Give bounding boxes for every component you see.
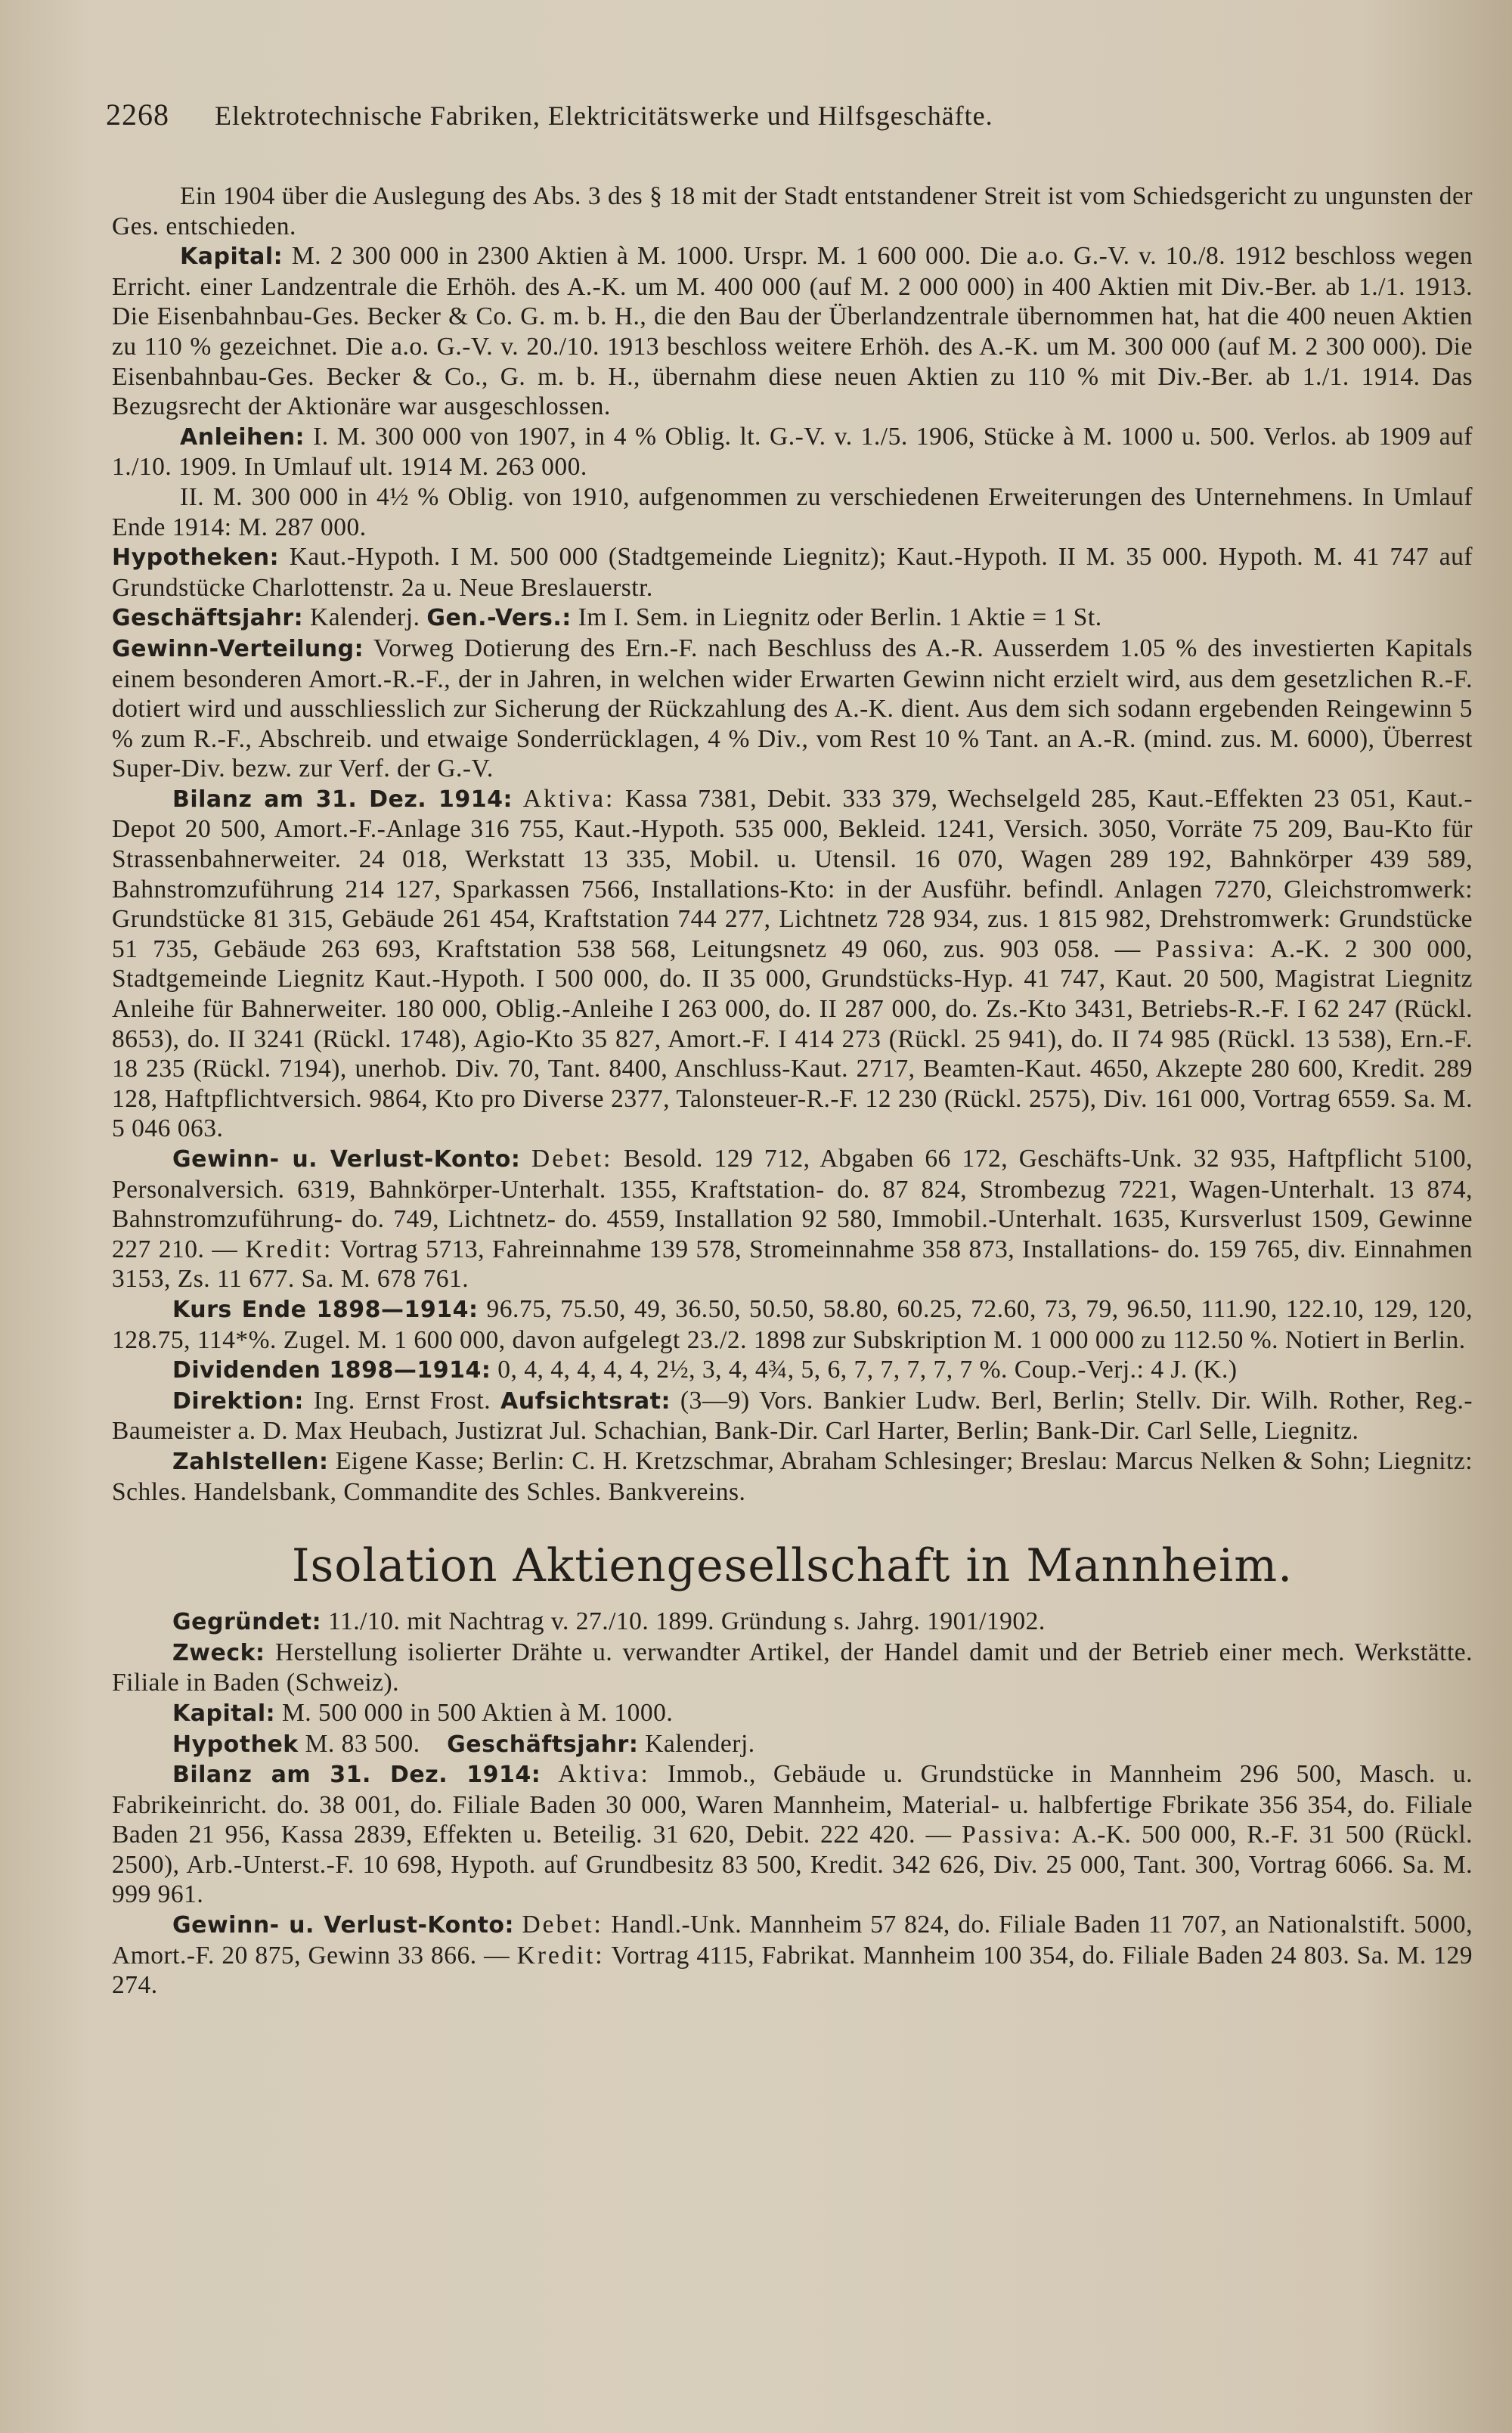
aufsichtsrat-label: Aufsichtsrat: [500, 1387, 671, 1415]
aktiva2-label: Aktiva: [558, 1760, 650, 1789]
kredit2-label: Kredit: [516, 1941, 605, 1970]
guv-label: Gewinn- u. Verlust-Konto: [172, 1146, 521, 1173]
hypothek-text: M. 83 500. [305, 1729, 420, 1758]
company-heading: Isolation Aktiengesellschaft in Mannheim. [291, 1539, 1294, 1593]
kapital2-text: M. 500 000 in 500 Aktien à M. 1000. [282, 1698, 674, 1727]
bilanz2-section [112, 1759, 1473, 1910]
guv2-kredit-text: Vortrag 4115, Fabrikat. Mannheim 100 354, do. Filiale Baden 24 803. Sa. M. 129 274. [112, 1941, 1473, 2000]
running-title: Elektrotechnische Fabriken, Elektricitätswerke und Hilfsgeschäfte. [215, 101, 993, 131]
bilanz2-passiva-text: A.-K. 500 000, R.-F. 31 500 (Rückl. 2500), Arb.-Unterst.-F. 10 698, Hypoth. auf Grundbesitz 83 500, Kredit. 342 626, Div. 25 000, Tant. 300, Vortrag 6066. Sa. M. 999 961. [112, 1821, 1473, 1909]
hypothek-label: Hypothek [172, 1731, 299, 1758]
bilanz-section [112, 784, 1473, 1144]
passiva2-label: Passiva: [962, 1821, 1063, 1849]
bilanz2-aktiva-text: Immob., Gebäude u. Grundstücke in Mannheim 296 500, Masch. u. Fabrikeinricht. do. 38 001, do. Filiale Baden 30 000, Waren Mannheim, Material- u. halbfertige Fbrikate 356 354, do. Filiale Baden 21 956, Kassa 2839, Effekten u. Beteilig. 31 620, Debit. 222 420. — [112, 1760, 1473, 1849]
geschaeftsjahr2-text: Kalenderj. [645, 1729, 755, 1758]
genvers-text: Im I. Sem. in Liegnitz oder Berlin. 1 Aktie = 1 St. [578, 603, 1102, 632]
zahlstellen-label: Zahlstellen: [172, 1448, 329, 1475]
dividenden-label: Dividenden 1898—1914: [172, 1357, 491, 1384]
bilanz-label: Bilanz am 31. Dez. 1914: [172, 786, 513, 813]
gewinn-verteilung-text: Vorweg Dotierung des Ern.-F. nach Beschluss des A.-R. Ausserdem 1.05 % des investierten Kapitals einem besonderen Amort.-R.-F., der in Jahren, in welchen wider Erwarten Gewinn nicht erzielt wird, aus dem gesetzlichen R.-F. dotiert wird und ausschliesslich zur Sicherung der Rückzahlung des A.-K. dient. Aus dem sich sodann ergebenden Reingewinn 5 % zum R.-F., Abschreib. und etwaige Sonderrücklagen, 4 % Div., vom Rest 10 % Tant. an A.-R. (mind. zus. M. 6000), Überrest Super-Div. bezw. zur Verf. der G.-V. [112, 634, 1473, 783]
kapital-label: Kapital: [180, 243, 284, 271]
zahlstellen-section [112, 1446, 1473, 1507]
debet-label: Debet: [531, 1145, 613, 1173]
geschaeftsjahr-label: Geschäftsjahr: [112, 605, 304, 632]
direktion-section [112, 1386, 1473, 1446]
gegruendet-text: 11./10. mit Nachtrag v. 27./10. 1899. Gründung s. Jahrg. 1901/1902. [328, 1607, 1046, 1636]
gegruendet-label: Gegründet: [172, 1609, 322, 1636]
direktion-label: Direktion: [172, 1387, 304, 1415]
hypothek-section [112, 1729, 1473, 1760]
guv2-debet-text: Handl.-Unk. Mannheim 57 824, do. Filiale Baden 11 707, an Nationalstift. 5000, Amort.-F. 20 875, Gewinn 33 866. — [112, 1911, 1473, 1970]
geschaeftsjahr-section [112, 603, 1473, 634]
kurs-label: Kurs Ende 1898—1914: [172, 1296, 479, 1323]
anleihen-section [112, 422, 1473, 482]
intro-paragraph [112, 181, 1473, 241]
bilanz-aktiva-text: Kassa 7381, Debit. 333 379, Wechselgeld 285, Kaut.-Effekten 23 051, Kaut.-Depot 20 500, Amort.-F.-Anlage 316 755, Kaut.-Hypoth. 535 000, Bekleid. 1241, Versich. 3050, Vorräte 75 209, Bau-Kto für Strassenbahnerweiter. 24 018, Werkstatt 13 335, Mobil. u. Utensil. 16 070, Wagen 289 192, Bahnkörper 439 589, Bahnstromzuführung 214 127, Sparkassen 7566, Installations-Kto: in der Ausführ. befindl. Anlagen 7270, Gleichstromwerk: Grundstücke 81 315, Gebäude 261 454, Kraftstation 744 277, Lichtnetz 728 934, zus. 1 815 982, Drehstromwerk: Grundstücke 51 735, Gebäude 263 693, Kraftstation 538 568, Leitungsnetz 49 060, zus. 903 058. — [112, 784, 1473, 963]
geschaeftsjahr-text: Kalenderj. [310, 603, 420, 632]
anleihen-text-2: II. M. 300 000 in 4½ % Oblig. von 1910, aufgenommen zu verschiedenen Erweiterungen des Unternehmens. In Umlauf Ende 1914: M. 287 000. [112, 482, 1473, 541]
zahlstellen-text: Eigene Kasse; Berlin: C. H. Kretzschmar, Abraham Schlesinger; Breslau: Marcus Nelken & Sohn; Liegnitz: Schles. Handelsbank, Commandite des Schles. Bankvereins. [112, 1446, 1473, 1506]
guv-debet-text: Besold. 129 712, Abgaben 66 172, Geschäfts-Unk. 32 935, Haftpflicht 5100, Personalversich. 6319, Bahnkörper-Unterhalt. 1355, Kraftstation- do. 87 824, Strombezug 7221, Wagen-Unterhalt. 13 874, Bahnstromzuführung- do. 749, Lichtnetz- do. 4559, Installation 92 580, Immobil.-Unterhalt. 1635, Kursverlust 1509, Gewinne 227 210. — [112, 1145, 1473, 1263]
page-number: 2268 [106, 98, 169, 132]
kurs-section [112, 1294, 1473, 1355]
gewinn-verteilung-label: Gewinn-Verteilung: [112, 635, 364, 662]
guv2-section [112, 1910, 1473, 2001]
direktion-text: Ing. Ernst Frost. [313, 1386, 491, 1415]
hypotheken-section [112, 542, 1473, 603]
bilanz2-label: Bilanz am 31. Dez. 1914: [172, 1762, 541, 1789]
anleihen-section-2 [112, 482, 1473, 542]
hypotheken-label: Hypotheken: [112, 544, 280, 572]
debet2-label: Debet: [522, 1911, 603, 1939]
kapital-section [112, 241, 1473, 422]
gegruendet-section [112, 1607, 1473, 1638]
bilanz-passiva-text: A.-K. 2 300 000, Stadtgemeinde Liegnitz Kaut.-Hypoth. I 500 000, do. II 35 000, Grundstücks-Hyp. 41 747, Kaut. 20 500, Magistrat Liegnitz Anleihe für Bahnerweiter. 180 000, Oblig.-Anleihe I 263 000, do. II 287 000, do. Zs.-Kto 3431, Betriebs-R.-F. I 62 247 (Rückl. 8653), do. II 3241 (Rückl. 1748), Agio-Kto 35 827, Amort.-F. I 414 273 (Rückl. 25 941), do. II 74 985 (Rückl. 13 538), Ern.-F. 18 235 (Rückl. 7194), unerhob. Div. 70, Tant. 8400, Anschluss-Kaut. 2717, Beamten-Kaut. 4650, Akzepte 280 600, Kredit. 289 128, Haftpflichtversich. 9864, Kto pro Diverse 2377, Talonsteuer-R.-F. 12 230 (Rückl. 2575), Div. 161 000, Vortrag 6559. Sa. M. 5 046 063. [112, 934, 1473, 1143]
dividenden-text: 0, 4, 4, 4, 4, 4, 2½, 3, 4, 4¾, 5, 6, 7, 7, 7, 7, 7 %. Coup.-Verj.: 4 J. (K.) [497, 1356, 1238, 1384]
aufsichtsrat-text: (3—9) Vors. Bankier Ludw. Berl, Berlin; Stellv. Dir. Wilh. Rother, Reg.-Baumeister a. D. Max Heubach, Justizrat Jul. Schachian, Bank-Dir. Carl Harter, Berlin; Bank-Dir. Carl Selle, Liegnitz. [112, 1386, 1473, 1446]
kapital2-section [112, 1698, 1473, 1729]
anleihen-text: I. M. 300 000 von 1907, in 4 % Oblig. lt. G.-V. v. 1./5. 1906, Stücke à M. 1000 u. 500. Verlos. ab 1909 auf 1./10. 1909. In Umlauf ult. 1914 M. 263 000. [112, 422, 1473, 482]
page-body [112, 181, 1473, 2001]
guv2-label: Gewinn- u. Verlust-Konto: [172, 1912, 515, 1939]
gewinn-verteilung-section [112, 634, 1473, 784]
hypotheken-text: Kaut.-Hypoth. I M. 500 000 (Stadtgemeinde Liegnitz); Kaut.-Hypoth. II M. 35 000. Hypoth. M. 41 747 auf Grundstücke Charlottenstr. 2a u. Neue Breslauerstr. [112, 543, 1473, 602]
passiva-label: Passiva: [1155, 934, 1257, 963]
zweck-text: Herstellung isolierter Drähte u. verwandter Artikel, der Handel damit und der Betrieb einer mech. Werkstätte. Filiale in Baden (Schweiz). [112, 1638, 1473, 1697]
kurs-text: 96.75, 75.50, 49, 36.50, 50.50, 58.80, 60.25, 72.60, 73, 79, 96.50, 111.90, 122.10, 129, 120, 128.75, 114*%. Zugel. M. 1 600 000, davon aufgelegt 23./2. 1898 zur Subskription M. 1 000 000 zu 112.50 %. Notiert in Berlin. [112, 1294, 1473, 1354]
anleihen-label: Anleihen: [180, 423, 305, 451]
genvers-label: Gen.-Vers.: [426, 605, 572, 632]
zweck-label: Zweck: [172, 1639, 265, 1666]
intro-text: Ein 1904 über die Auslegung des Abs. 3 des § 18 mit der Stadt entstandener Streit ist vom Schiedsgericht zu ungunsten der Ges. entschieden. [112, 182, 1473, 240]
guv-section [112, 1144, 1473, 1294]
geschaeftsjahr2-label: Geschäftsjahr: [447, 1731, 639, 1758]
page-header [106, 97, 1452, 132]
kredit-label: Kredit: [245, 1235, 333, 1263]
kapital2-label: Kapital: [172, 1700, 276, 1727]
zweck-section [112, 1638, 1473, 1698]
kapital-text: M. 2 300 000 in 2300 Aktien à M. 1000. Urspr. M. 1 600 000. Die a.o. G.-V. v. 10./8. 1912 beschloss wegen Erricht. einer Landzentrale die Erhöh. des A.-K. um M. 400 000 (auf M. 2 000 000) in 400 Aktien mit Div.-Ber. ab 1./1. 1913. Die Eisenbahnbau-Ges. Becker & Co. G. m. b. H., die den Bau der Überlandzentrale übernommen hat, hat die 400 neuen Aktien zu 110 % gezeichnet. Die a.o. G.-V. v. 20./10. 1913 beschloss weitere Erhöh. des A.-K. um M. 300 000 (auf M. 2 300 000). Die Eisenbahnbau-Ges. Becker & Co., G. m. b. H., übernahm diese neuen Aktien zu 110 % mit Div.-Ber. ab 1./1. 1914. Das Bezugsrecht der Aktionäre war ausgeschlossen. [112, 242, 1473, 421]
guv-kredit-text: Vortrag 5713, Fahreinnahme 139 578, Stromeinnahme 358 873, Installations- do. 159 765, div. Einnahmen 3153, Zs. 11 677. Sa. M. 678 761. [112, 1235, 1473, 1294]
dividenden-section [112, 1355, 1473, 1386]
aktiva-label: Aktiva: [522, 784, 615, 813]
